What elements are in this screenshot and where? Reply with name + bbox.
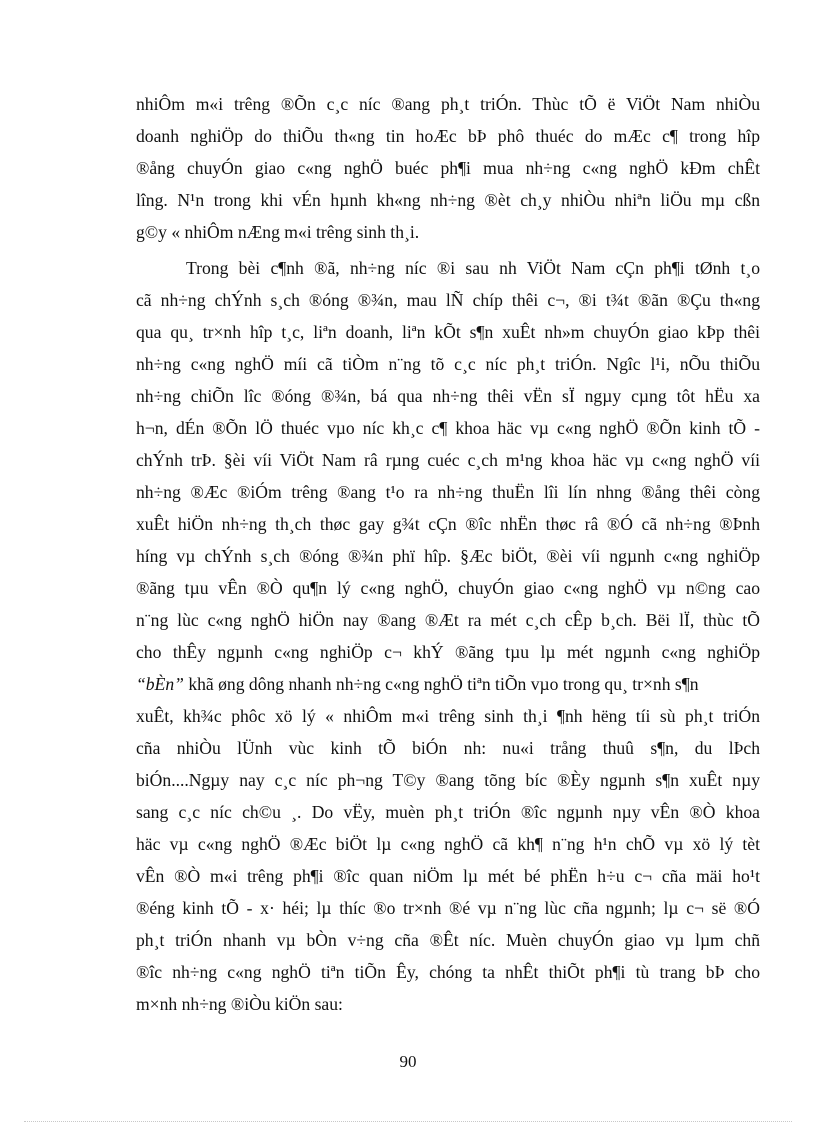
- text-line: chÝnh trÞ. §èi víi ViÖt Nam râ rµng cuéc c¸ch m¹ng khoa häc vµ c«ng nghÖ víi: [136, 450, 760, 470]
- text-line: vÊn ®Ò m«i trêng ph¶i ®îc quan niÖm lµ mét bé phËn h÷u c¬ cña mäi ho¹t: [136, 866, 760, 886]
- text-line: häc vµ c«ng nghÖ ®Æc biÖt lµ c«ng nghÖ cã kh¶ n¨ng h¹n chÕ vµ xö lý tèt: [136, 834, 760, 854]
- text-line: nh÷ng c«ng nghÖ míi cã tiÒm n¨ng tõ c¸c níc ph¸t triÓn. Ngîc l¹i, nÕu thiÕu: [136, 354, 760, 374]
- page-bottom-divider: [24, 1121, 792, 1122]
- text-line: ®ãng tµu vÊn ®Ò qu¶n lý c«ng nghÖ, chuyÓn giao c«ng nghÖ vµ n©ng cao: [136, 578, 760, 598]
- text-line: doanh nghiÖp do thiÕu th«ng tin hoÆc bÞ phô thuéc do mÆc c¶ trong hîp: [136, 126, 760, 146]
- body-text: [136, 88, 760, 1020]
- text-line: g©y « nhiÔm nÆng m«i trêng sinh th¸i.: [136, 222, 420, 242]
- text-line: ®ång chuyÓn giao c«ng nghÖ buéc ph¶i mua nh÷ng c«ng nghÖ kÐm chÊt: [136, 158, 760, 178]
- text-line: cho thÊy ngµnh c«ng nghiÖp c¬ khÝ ®ãng tµu lµ mét ngµnh c«ng nghiÖp: [136, 642, 760, 662]
- text-line: ph¸t triÓn nhanh vµ bÒn v÷ng cña ®Êt níc. Muèn chuyÓn giao vµ lµm chñ: [136, 930, 760, 950]
- text-line: Trong bèi c¶nh ®ã, nh÷ng níc ®i sau nh ViÖt Nam cÇn ph¶i tØnh t¸o: [186, 258, 760, 278]
- paragraph-2: [136, 252, 760, 1020]
- text-run: khã øng dông nhanh nh÷ng c«ng nghÖ tiªn tiÕn vµo trong qu¸ tr×nh s¶n: [183, 674, 699, 694]
- text-line: nhiÔm m«i trêng ®Õn c¸c níc ®ang ph¸t triÓn. Thùc tÕ ë ViÖt Nam nhiÒu: [136, 94, 760, 114]
- paragraph-1: [136, 88, 760, 248]
- italic-word: “bÈn”: [136, 674, 184, 694]
- text-line: biÓn....Ngµy nay c¸c níc ph¬ng T©y ®ang tõng bíc ®Èy ngµnh s¶n xuÊt nµy: [136, 770, 760, 790]
- text-line: híng vµ chÝnh s¸ch ®óng ®¾n phï hîp. §Æc biÖt, ®èi víi ngµnh c«ng nghiÖp: [136, 546, 760, 566]
- text-line: lîng. N¹n trong khi vÉn hµnh kh«ng nh÷ng ®èt ch¸y nhiÒu nhiªn liÖu mµ cßn: [136, 190, 760, 210]
- text-line: xuÊt hiÖn nh÷ng th¸ch thøc gay g¾t cÇn ®îc nhËn thøc râ ®Ó cã nh÷ng ®Þnh: [136, 514, 760, 534]
- text-line: cña nhiÒu lÜnh vùc kinh tÕ biÓn nh: nu«i trång thuû s¶n, du lÞch: [136, 738, 760, 758]
- text-line: ®îc nh÷ng c«ng nghÖ tiªn tiÕn Êy, chóng ta nhÊt thiÕt ph¶i tù trang bÞ cho: [136, 962, 760, 982]
- page-number: 90: [399, 1052, 417, 1071]
- text-line: qua qu¸ tr×nh hîp t¸c, liªn doanh, liªn kÕt s¶n xuÊt nh»m chuyÓn giao kÞp thêi: [136, 322, 760, 342]
- text-line: sang c¸c níc ch©u ¸. Do vËy, muèn ph¸t triÓn ®îc ngµnh nµy vÊn ®Ò khoa: [136, 802, 760, 822]
- text-line: h¬n, dÉn ®Õn lÖ thuéc vµo níc kh¸c c¶ khoa häc vµ c«ng nghÖ ®Õn kinh tÕ -: [136, 418, 760, 438]
- text-line: nh÷ng chiÕn lîc ®óng ®¾n, bá qua nh÷ng thêi vËn sÏ ngµy cµng tôt hËu xa: [136, 386, 760, 406]
- text-line: xuÊt, kh¾c phôc xö lý « nhiÔm m«i trêng sinh th¸i ¶nh hëng tíi sù ph¸t triÓn: [136, 706, 760, 726]
- text-line: [136, 668, 760, 700]
- text-line: n¨ng lùc c«ng nghÖ hiÖn nay ®ang ®Æt ra mét c¸ch cÊp b¸ch. Bëi lÏ, thùc tÕ: [136, 610, 760, 630]
- text-line: nh÷ng ®Æc ®iÓm trêng ®ang t¹o ra nh÷ng thuËn lîi lín nhng ®ång thêi còng: [136, 482, 760, 502]
- text-line: m×nh nh÷ng ®iÒu kiÖn sau:: [136, 994, 343, 1014]
- text-line: cã nh÷ng chÝnh s¸ch ®óng ®¾n, mau lÑ chíp thêi c¬, ®i t¾t ®ãn ®Çu th«ng: [136, 290, 760, 310]
- text-line: ®éng kinh tÕ - x· héi; lµ thíc ®o tr×nh ®é vµ n¨ng lùc cña ngµnh; lµ c¬ së ®Ó: [136, 898, 760, 918]
